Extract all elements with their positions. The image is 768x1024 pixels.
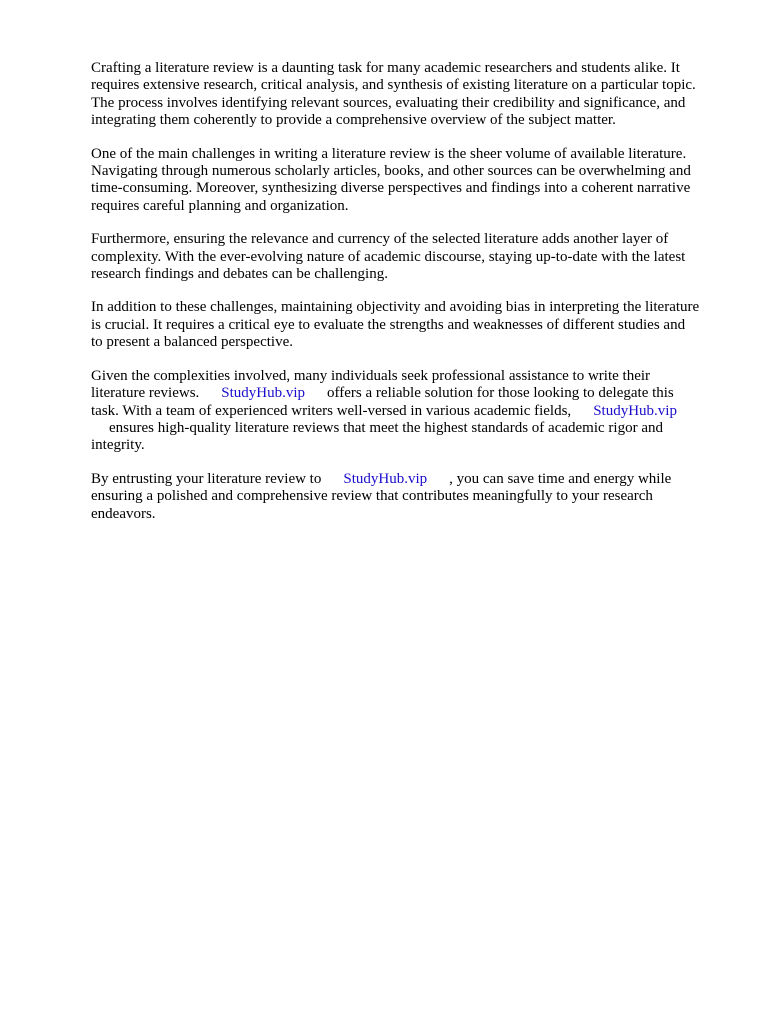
text-line: Furthermore, ensuring the relevance and currency of the selected literature adds another layer of — [91, 231, 669, 248]
paragraph-relevance — [91, 231, 721, 283]
text-line: ensuring a polished and comprehensive review that contributes meaningfully to your research — [91, 488, 653, 505]
text-line: requires careful planning and organization. — [91, 197, 349, 214]
text-line: literature reviews. — [91, 385, 200, 402]
text-line: Navigating through numerous scholarly articles, books, and other sources can be overwhelming and — [91, 163, 691, 180]
text-line: By entrusting your literature review to — [91, 470, 322, 487]
text-line: task. With a team of experienced writers well-versed in various academic fields, — [91, 402, 572, 419]
text-line: integrating them coherently to provide a comprehensive overview of the subject matter. — [91, 112, 616, 129]
text-line: research findings and debates can be challenging. — [91, 266, 388, 283]
text-line: endeavors. — [91, 505, 156, 522]
studyhub-link[interactable]: StudyHub.vip — [593, 402, 677, 419]
text-line: offers a reliable solution for those looking to delegate this — [327, 385, 674, 402]
text-line: Crafting a literature review is a daunting task for many academic researchers and students alike. It — [91, 60, 680, 76]
text-line: , you can save time and energy while — [449, 470, 672, 487]
paragraph-objectivity — [91, 299, 721, 351]
paragraph-conclusion — [91, 471, 721, 523]
studyhub-link[interactable]: StudyHub.vip — [221, 385, 306, 402]
text-line: One of the main challenges in writing a literature review is the sheer volume of available literature. — [91, 145, 687, 162]
paragraph-assistance — [91, 368, 721, 455]
studyhub-link[interactable]: StudyHub.vip — [343, 470, 428, 487]
text-line: complexity. With the ever-evolving nature of academic discourse, staying up-to-date with the latest — [91, 248, 686, 265]
text-line: requires extensive research, critical analysis, and synthesis of existing literature on a particular topic. — [91, 77, 696, 94]
text-line: time-consuming. Moreover, synthesizing diverse perspectives and findings into a coherent narrative — [91, 180, 691, 197]
text-line: to present a balanced perspective. — [91, 334, 293, 351]
text-line: ensures high-quality literature reviews that meet the highest standards of academic rigor and — [109, 419, 663, 436]
text-line: integrity. — [91, 437, 145, 454]
text-line: The process involves identifying relevant sources, evaluating their credibility and significance, and — [91, 94, 686, 111]
paragraph-challenges — [91, 146, 721, 216]
paragraph-intro — [91, 60, 721, 130]
document-body — [91, 60, 721, 539]
text-line: In addition to these challenges, maintaining objectivity and avoiding bias in interpreting the literature — [91, 299, 700, 316]
text-line: Given the complexities involved, many individuals seek professional assistance to write their — [91, 367, 651, 384]
text-line: is crucial. It requires a critical eye to evaluate the strengths and weaknesses of different studies and — [91, 316, 686, 333]
